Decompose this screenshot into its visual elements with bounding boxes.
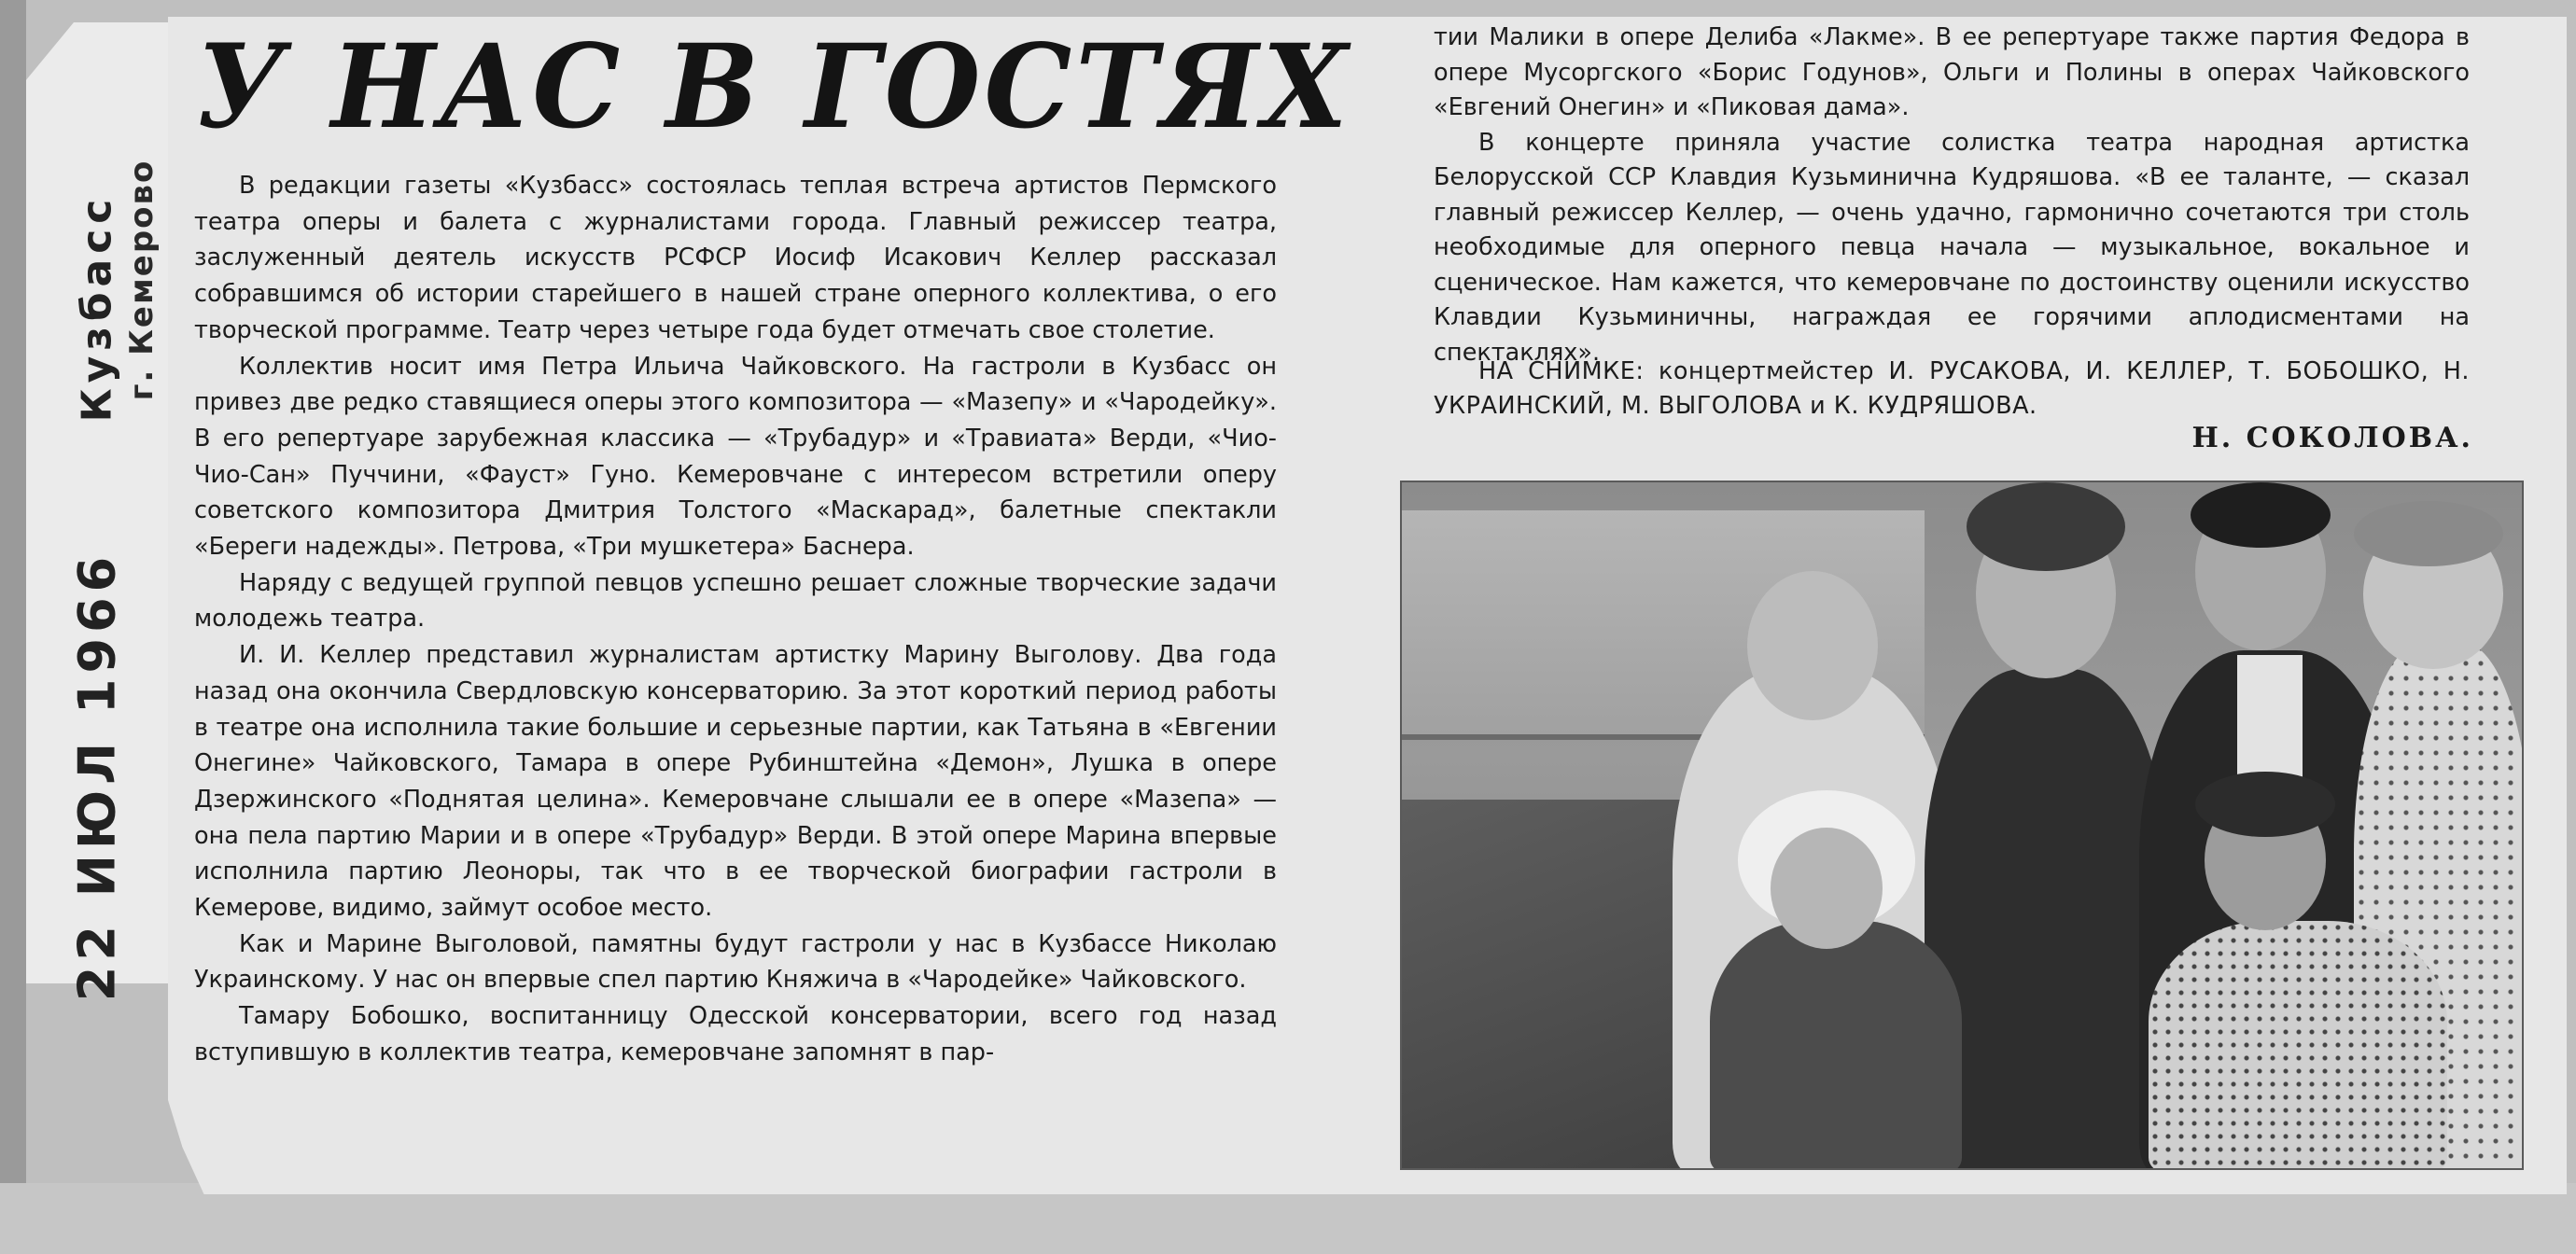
- paragraph: Коллектив носит имя Петра Ильича Чайковского. На гастроли в Кузбасс он привез две редко ставящиеся оперы этого композитора — «Мазепу» и «Чародейку». В его репертуаре зарубежная классика — «Трубадур» и «Травиата» Верди, «Чио-Чио-Сан» Пуччини, «Фауст» Гуно. Кемеровчане с интересом встретили оперу советского композитора Дмитрия Толстого «Маскарад», балетные спектакли «Береги надежды». Петрова, «Три мушкетера» Баснера.: [194, 352, 1277, 562]
- article-headline: У НАС В ГОСТЯХ: [196, 18, 1351, 155]
- paragraph: Тамару Бобошко, воспитанницу Одесской консерватории, всего год назад вступившую в коллектив театра, кемеровчане запомнят в пар-: [194, 1002, 1277, 1066]
- stamp-newspaper-name: Кузбасс: [73, 193, 121, 423]
- group-photo: [1400, 481, 2524, 1170]
- article-right-column: [1434, 21, 2470, 370]
- scanner-background-left: [0, 0, 26, 1254]
- paragraph: В редакции газеты «Кузбасс» состоялась теплая встреча артистов Пермского театра оперы и балета с журналистами города. Главный режиссер театра, заслуженный деятель искусств РСФСР Иосиф Исакович Келлер рассказал собравшимся об истории старейшего в нашей стране оперного коллектива, о его творческой программе. Театр через четыре года будет отмечать свое столетие.: [194, 172, 1277, 344]
- paragraph: Как и Марине Выголовой, памятны будут гастроли у нас в Кузбассе Николаю Украинскому. У нас он впервые спел партию Княжича в «Чародейке» Чайковского.: [194, 929, 1277, 995]
- stamp-date: 22 ИЮЛ 1966: [67, 550, 127, 1002]
- paragraph: И. И. Келлер представил журналистам артистку Марину Выголову. Два года назад она окончила Свердловскую консерваторию. За этот короткий период работы в театре она исполнила такие большие и серьезные партии, как Татьяна в «Евгении Онегине» Чайковского, Тамара в опере Рубинштейна «Демон», Лушка в опере Дзержинского «Поднятая целина». Кемеровчане слышали ее в опере «Мазепа» — она пела партию Марии и в опере «Трубадур» Верди. В этой опере Марина впервые исполнила партию Леоноры, так что в ее творческой биографии гастроли в Кемерове, видимо, займут особое место.: [194, 641, 1277, 923]
- article-author: Н. СОКОЛОВА.: [2191, 422, 2473, 454]
- paragraph: Наряду с ведущей группой певцов успешно решает сложные творческие задачи молодежь театра.: [194, 568, 1277, 634]
- stamp-city: г. Кемерово: [123, 159, 161, 401]
- paragraph: В концерте приняла участие солистка театра народная артистка Белорусской ССР Клавдия Кузьминична Кудряшова. «В ее таланте, — сказал главный режиссер Келлер, — очень удачно, гармонично сочетаются три столь необходимые для оперного певца начала — музыкальное, вокальное и сценическое. Нам кажется, что кемеровчане по достоинству оценили искусство Клавдии Кузьминичны, награждая ее горячими аплодисментами на спектаклях».: [1434, 128, 2470, 367]
- photo-caption: НА СНИМКЕ: концертмейстер И. РУСАКОВА, И. КЕЛЛЕР, Т. БОБОШКО, Н. УКРАИНСКИЙ, М. ВЫГОЛОВА и К. КУДРЯШОВА.: [1434, 357, 2470, 420]
- paragraph: тии Малики в опере Делиба «Лакме». В ее репертуаре также партия Федора в опере Мусоргского «Борис Годунов», Ольги и Полины в операх Чайковского «Евгений Онегин» и «Пиковая дама».: [1434, 23, 2470, 121]
- article-left-column: [194, 168, 1277, 1071]
